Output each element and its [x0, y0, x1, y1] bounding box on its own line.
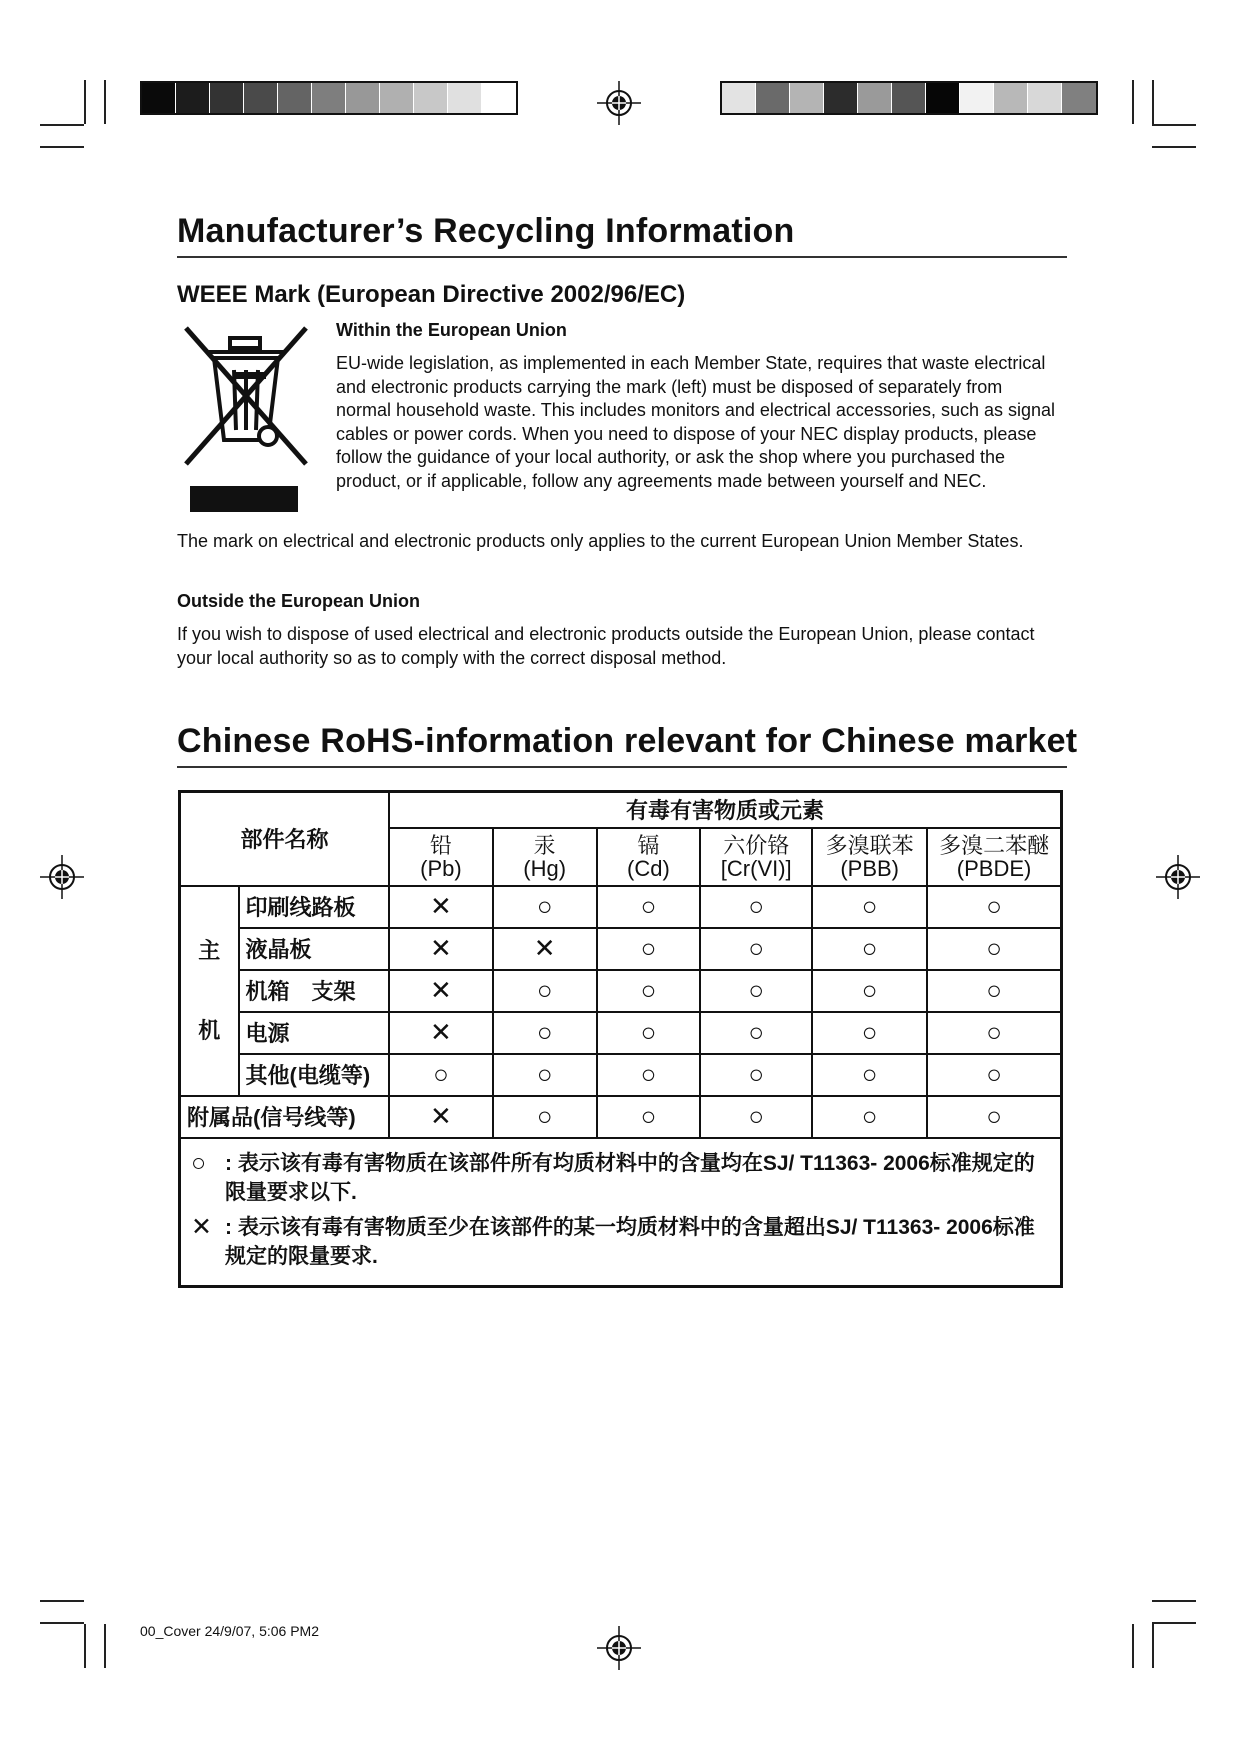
table-cell-mark: ○	[927, 886, 1061, 928]
color-swatch	[858, 83, 892, 113]
table-cell-mark: ✕	[493, 928, 597, 970]
color-swatch	[790, 83, 824, 113]
outside-eu-heading: Outside the European Union	[177, 591, 421, 611]
table-cell-mark: ○	[493, 1012, 597, 1054]
table-cell-mark: ○	[493, 1054, 597, 1096]
table-cell-mark: ✕	[389, 886, 493, 928]
color-swatch	[448, 83, 482, 113]
table-cell-mark: ○	[927, 1054, 1061, 1096]
table-cell-mark: ○	[597, 970, 701, 1012]
substances-header: 有毒有害物质或元素	[389, 792, 1061, 828]
color-swatch	[210, 83, 244, 113]
substance-header-hg: 汞 (Hg)	[493, 828, 597, 886]
table-row-part: 液晶板	[239, 928, 390, 970]
table-cell-mark: ○	[493, 1096, 597, 1138]
color-swatch	[926, 83, 960, 113]
main-unit-label: 主 机	[180, 886, 239, 1096]
color-swatch	[824, 83, 858, 113]
table-row-part: 电源	[239, 1012, 390, 1054]
color-swatch	[312, 83, 346, 113]
title-rule	[177, 256, 1067, 258]
table-cell-mark: ○	[700, 1054, 812, 1096]
color-swatch	[1062, 83, 1096, 113]
table-cell-mark: ✕	[389, 1096, 493, 1138]
color-swatch	[380, 83, 414, 113]
weee-heading: WEEE Mark (European Directive 2002/96/EC)	[177, 281, 686, 308]
crop-mark	[1152, 1600, 1196, 1602]
registration-mark-icon	[40, 855, 84, 899]
registration-mark-icon	[597, 1626, 641, 1670]
crop-mark	[40, 1600, 84, 1602]
within-eu-heading: Within the European Union	[336, 320, 567, 340]
registration-mark-icon	[1156, 855, 1200, 899]
color-swatch	[1028, 83, 1062, 113]
table-row-part: 印刷线路板	[239, 886, 390, 928]
crop-mark	[1152, 124, 1196, 126]
table-row-part: 机箱 支架	[239, 970, 390, 1012]
table-cell-mark: ○	[597, 1096, 701, 1138]
within-eu-text: EU-wide legislation, as implemented in each Member State, requires that waste electrical and electronic products carrying the mark (left) must be disposed of separately from normal household waste. This includes monitors and electrical accessories, such as signal cables or power cords. When you need to dispose of your NEC display products, please follow the guidance of your local authority, or ask the shop where you purchased the product, or if applicable, follow any agreements made between yourself and NEC.	[336, 353, 1056, 491]
color-swatch	[176, 83, 210, 113]
table-cell-mark: ○	[597, 1012, 701, 1054]
table-cell-mark: ○	[389, 1054, 493, 1096]
table-cell-mark: ✕	[389, 1012, 493, 1054]
crop-mark	[40, 124, 84, 126]
substance-header-pb: 铅 (Pb)	[389, 828, 493, 886]
rohs-title-rule	[177, 766, 1067, 768]
table-cell-mark: ○	[927, 970, 1061, 1012]
rohs-table	[178, 790, 1063, 1288]
legend-item-cross: ✕ : 表示该有毒有害物质至少在该部件的某一均质材料中的含量超出SJ/ T11363- 2006标准规定的限量要求.	[191, 1213, 1048, 1271]
crop-mark	[104, 1624, 106, 1668]
crop-mark	[1132, 1624, 1134, 1668]
table-cell-mark: ○	[597, 886, 701, 928]
legend-item-circle: ○ : 表示该有毒有害物质在该部件所有均质材料中的含量均在SJ/ T11363- 2006标准规定的限量要求以下.	[191, 1149, 1048, 1207]
color-swatch	[278, 83, 312, 113]
cross-mark-icon: ✕	[191, 1212, 212, 1241]
color-swatch	[960, 83, 994, 113]
substance-header-pbb: 多溴联苯 (PBB)	[812, 828, 927, 886]
color-swatch	[244, 83, 278, 113]
accessories-part: 附属品(信号线等)	[180, 1096, 390, 1138]
table-cell-mark: ○	[700, 1012, 812, 1054]
crop-mark	[1152, 1624, 1154, 1668]
substance-header-cr: 六价铬 [Cr(VI)]	[700, 828, 812, 886]
color-swatch	[892, 83, 926, 113]
color-swatch	[346, 83, 380, 113]
table-cell-mark: ○	[597, 1054, 701, 1096]
table-legend	[180, 1138, 1062, 1287]
part-name-header: 部件名称	[180, 792, 390, 886]
table-cell-mark: ✕	[389, 928, 493, 970]
table-cell-mark: ○	[927, 1096, 1061, 1138]
color-swatch	[722, 83, 756, 113]
color-swatch	[414, 83, 448, 113]
table-cell-mark: ○	[700, 886, 812, 928]
table-cell-mark: ○	[812, 928, 927, 970]
table-cell-mark: ○	[812, 1096, 927, 1138]
weee-crossed-bin-icon	[178, 322, 314, 514]
table-cell-mark: ○	[493, 886, 597, 928]
outside-eu-text: If you wish to dispose of used electrical and electronic products outside the European Union, please contact your local authority so as to comply with the correct disposal method.	[177, 624, 1035, 668]
crop-mark	[1152, 146, 1196, 148]
crop-mark	[84, 80, 86, 124]
table-cell-mark: ○	[927, 1012, 1061, 1054]
table-cell-mark: ○	[700, 928, 812, 970]
table-cell-mark: ○	[597, 928, 701, 970]
table-cell-mark: ○	[812, 1054, 927, 1096]
recycling-title: Manufacturer’s Recycling Information	[177, 212, 795, 250]
color-swatch	[482, 83, 516, 113]
table-cell-mark: ○	[700, 970, 812, 1012]
table-cell-mark: ○	[812, 886, 927, 928]
table-cell-mark: ○	[493, 970, 597, 1012]
right-color-bar	[720, 81, 1098, 115]
table-cell-mark: ○	[700, 1096, 812, 1138]
crop-mark	[84, 1624, 86, 1668]
crop-mark	[1152, 1622, 1196, 1624]
rohs-title: Chinese RoHS-information relevant for Chinese market	[177, 722, 1078, 760]
color-swatch	[142, 83, 176, 113]
table-cell-mark: ○	[927, 928, 1061, 970]
crop-mark	[1152, 80, 1154, 124]
crop-mark	[40, 146, 84, 148]
color-swatch	[994, 83, 1028, 113]
substance-header-cd: 镉 (Cd)	[597, 828, 701, 886]
table-row-part: 其他(电缆等)	[239, 1054, 390, 1096]
crop-mark	[104, 80, 106, 124]
left-color-bar	[140, 81, 518, 115]
color-swatch	[756, 83, 790, 113]
table-cell-mark: ✕	[389, 970, 493, 1012]
crop-mark	[1132, 80, 1134, 124]
registration-mark-icon	[597, 81, 641, 125]
table-cell-mark: ○	[812, 1012, 927, 1054]
substance-header-pbde: 多溴二苯醚 (PBDE)	[927, 828, 1061, 886]
footer-file-info: 00_Cover 24/9/07, 5:06 PM2	[140, 1623, 320, 1639]
table-cell-mark: ○	[812, 970, 927, 1012]
crop-mark	[40, 1622, 84, 1624]
circle-mark-icon: ○	[191, 1148, 207, 1177]
mark-note-text: The mark on electrical and electronic products only applies to the current European Union Member States.	[177, 531, 1024, 551]
